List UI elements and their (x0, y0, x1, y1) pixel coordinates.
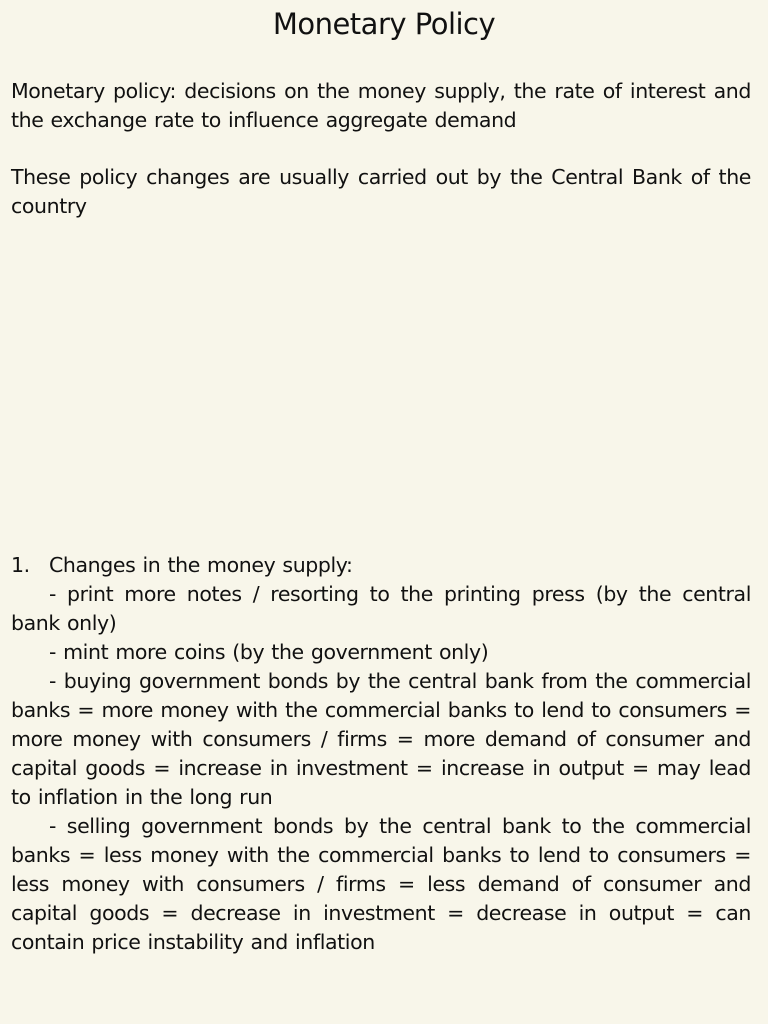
list-item: - selling government bonds by the central bank to the commercial banks = less money with the commercial banks to lend to consumers = less money with consumers / firms = less demand of consumer and capital goods = decrease in investment = decrease in output = can contain price instability and inflation (11, 814, 751, 954)
list-item: - mint more coins (by the government only) (49, 640, 489, 664)
list-item: - print more notes / resorting to the printing press (by the central bank only) (11, 582, 751, 635)
section-heading-text: Changes in the money supply: (49, 553, 353, 577)
definition-paragraph: Monetary policy: decisions on the money supply, the rate of interest and the exchange rate to influence aggregate demand (11, 79, 751, 132)
list-item: - buying government bonds by the central bank from the commercial banks = more money with the commercial banks to lend to consumers = more money with consumers / firms = more demand of consumer and capital goods = increase in investment = increase in output = may lead to inflation in the long run (11, 669, 751, 809)
section-heading (11, 551, 751, 580)
central-bank-paragraph: These policy changes are usually carried out by the Central Bank of the country (11, 165, 751, 218)
page-title: Monetary Policy (272, 7, 496, 41)
money-supply-section (11, 551, 751, 957)
section-number: 1. (11, 553, 30, 577)
